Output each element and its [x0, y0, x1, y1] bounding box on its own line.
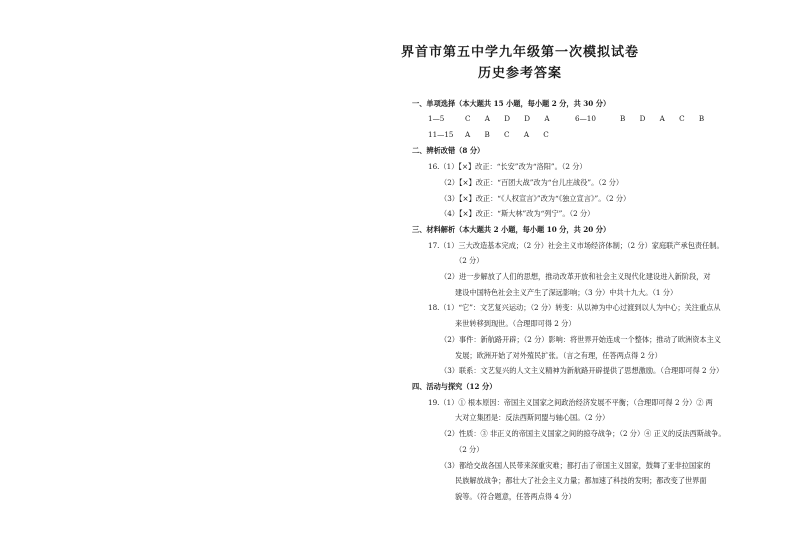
- answer-line: （3）都给交战各国人民带来深重灾难；都打击了帝国主义国家，鼓舞了亚非拉国家的: [440, 461, 711, 470]
- answer-line: 17.（1）三大改造基本完成；（2 分）社会主义市场经济体制；（2 分）家庭联产承包责任制。: [428, 241, 724, 250]
- answer-line: 16.（1）【×】改正：“长安”改为“洛阳”。（2 分）: [428, 162, 587, 171]
- answers-11-15: A B C A C: [465, 130, 549, 139]
- answer-line: （2）【×】改正：“百团大战”改为“台儿庄战役”。（2 分）: [440, 178, 624, 187]
- answer-range-11-15: 11—15: [428, 130, 454, 139]
- answer-line: （4）【×】改正：“斯大林”改为“列宁”。（2 分）: [440, 209, 595, 218]
- answer-line: （2）事件：新航路开辟；（2 分）影响：将世界开始连成一个整体；推动了欧洲资本主义: [440, 335, 721, 344]
- exam-title: 界首市第五中学九年级第一次模拟试卷: [400, 45, 639, 60]
- answer-line: 19.（1）① 根本原因：帝国主义国家之间政治经济发展不平衡；（合理即可得 2 分）② 两: [428, 398, 713, 407]
- answer-line: 民族解放战争；都壮大了社会主义力量；都加速了科技的发明；都改变了世界面: [455, 476, 707, 485]
- answer-range-1-5: 1—5: [428, 114, 445, 123]
- answers-1-5: C A D D A: [465, 114, 550, 123]
- answer-line: （2 分）: [455, 445, 484, 454]
- answer-line: 貌等。（符合题意，任答两点得 4 分）: [455, 492, 576, 501]
- section-heading-material-analysis: 三、材料解析（本大题共 2 小题，每小题 10 分，共 20 分）: [412, 225, 611, 234]
- exam-subtitle: 历史参考答案: [477, 66, 562, 81]
- answer-line: （3）【×】改正：“《人权宣言》”改为“《独立宣言》”。（2 分）: [440, 194, 631, 203]
- answer-range-6-10: 6—10: [575, 114, 596, 123]
- answer-line: 建设中国特色社会主义产生了深远影响；（3 分）中共十九大。（1 分）: [455, 288, 678, 297]
- answer-line: （2）进一步解放了人们的思想，推动改革开放和社会主义现代化建设进入新阶段，对: [440, 272, 711, 281]
- answer-line: 大对立集团是：反法西斯同盟与轴心国。（2 分）: [455, 413, 610, 422]
- answer-line: （3）联系：文艺复兴的人文主义精神为新航路开辟提供了思想激励。（合理即可得 2 分）: [440, 366, 724, 375]
- answer-line: （2）性质：③ 非正义的帝国主义国家之间的掠夺战争；（2 分）④ 正义的反法西斯战争。: [440, 429, 726, 438]
- answer-line: 来世转移到现世。（合理即可得 2 分）: [455, 319, 576, 328]
- section-heading-multiple-choice: 一、单项选择（本大题共 15 小题，每小题 2 分，共 30 分）: [412, 99, 611, 108]
- section-heading-activity-inquiry: 四、活动与探究（12 分）: [412, 382, 497, 391]
- section-heading-correction: 二、辨析改错（8 分）: [412, 146, 485, 155]
- answer-line: 发展；欧洲开始了对外殖民扩张。（言之有理，任答两点得 2 分）: [455, 351, 662, 360]
- answers-6-10: B D A C B: [620, 114, 705, 123]
- answer-line: 18.（1）“它”：文艺复兴运动；（2 分）转变：从以神为中心过渡到以人为中心；关注重点从: [428, 303, 721, 312]
- answer-line: （2 分）: [455, 256, 484, 265]
